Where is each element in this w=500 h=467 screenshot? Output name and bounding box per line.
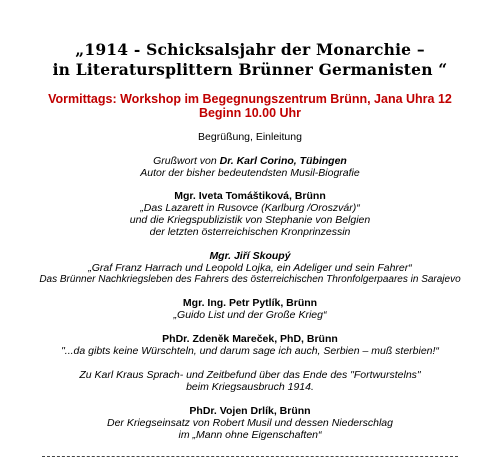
greeting-note: Autor der bisher bedeutendsten Musil-Biografie (140, 167, 360, 179)
talk-line: im „Mann ohne Eigenschaften“ (178, 429, 322, 441)
talk-line: Das Brünner Nachkriegsleben des Fahrers des österreichischen Thronfolgerpaares in Sarajevo (39, 274, 461, 285)
program-title-line-1: „1914 - Schicksalsjahr der Monarchie – (75, 40, 425, 59)
program-title-line-2: in Literatursplittern Brünner Germanisten “ (52, 60, 448, 79)
greeting-speaker: Dr. Karl Corino, Tübingen (219, 155, 347, 167)
talk-line: „Guido List und der Große Krieg“ (173, 309, 327, 321)
talk-line: Zu Karl Kraus Sprach- und Zeitbefund über das Ende des "Fortwurstelns" (79, 369, 421, 381)
greeting-prefix: Grußwort von (153, 155, 220, 167)
talk-line: Der Kriegseinsatz von Robert Musil und dessen Niederschlag (107, 417, 393, 429)
talk-line: „Graf Franz Harrach und Leopold Lojka, ein Adeliger und sein Fahrer“ (88, 262, 412, 274)
talk-line: der letzten österreichischen Kronprinzessin (149, 226, 351, 238)
greeting-line (0, 155, 500, 167)
welcome-item: Begrüßung, Einleitung (198, 131, 302, 143)
speaker-name: Mgr. Jiří Skoupý (209, 250, 291, 262)
talk-line: "...da gibts keine Würschteln, und darum sage ich auch, Serbien – muß sterbien!“ (61, 345, 439, 357)
speaker-name: Mgr. Iveta Tomáštiková, Brünn (174, 190, 326, 202)
workshop-location: Vormittags: Workshop im Begegnungszentrum Brünn, Jana Uhra 12 (48, 92, 452, 106)
talk-line: beim Kriegsausbruch 1914. (186, 381, 314, 393)
workshop-start-time: Beginn 10.00 Uhr (198, 106, 302, 120)
speaker-name: Mgr. Ing. Petr Pytlík, Brünn (182, 297, 318, 309)
speaker-name: PhDr. Zdeněk Mareček, PhD, Brünn (162, 333, 338, 345)
talk-line: und die Kriegspublizistik von Stephanie von Belgien (129, 214, 371, 226)
dashed-divider (42, 456, 458, 457)
talk-line: „Das Lazarett in Rusovce (Karlburg /Oroszvár)“ (140, 202, 360, 214)
speaker-name: PhDr. Vojen Drlík, Brünn (189, 405, 311, 417)
